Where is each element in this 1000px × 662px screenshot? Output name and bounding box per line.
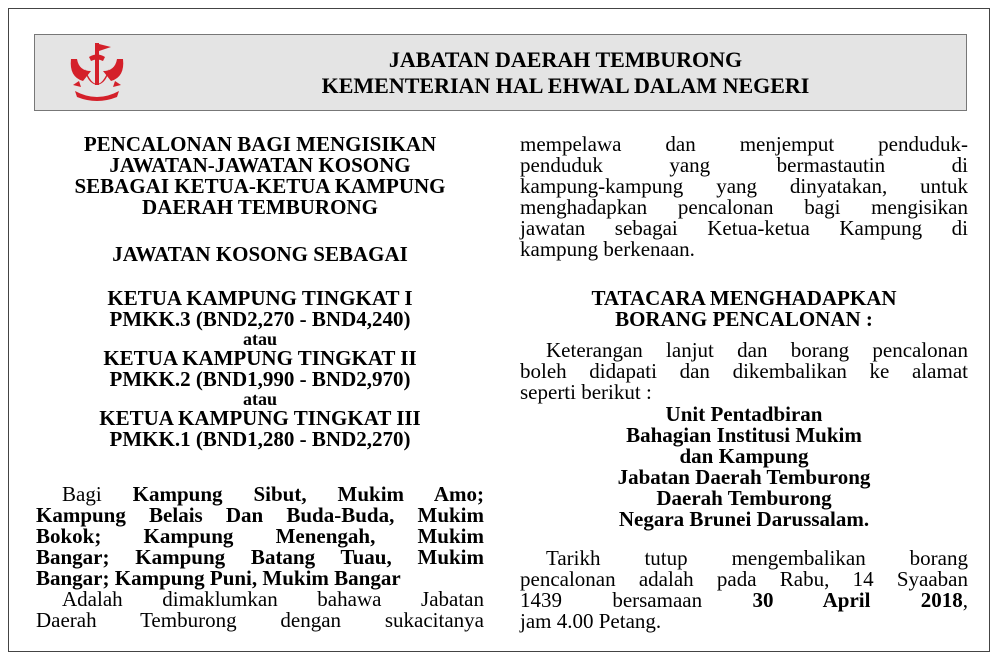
address-line: Jabatan Daerah Temburong [617, 465, 871, 489]
or-separator: atau [242, 389, 277, 409]
procedure-heading-line: BORANG PENCALONAN : [615, 307, 873, 331]
address-line: Bahagian Institusi Mukim [626, 423, 862, 447]
grade-list [36, 288, 484, 450]
address-line: Unit Pentadbiran [665, 402, 823, 426]
intro-line: menghadapkan pencalonan bagi mengisikan [520, 195, 968, 219]
heading-line: SEBAGAI KETUA-KETUA KAMPUNG [74, 174, 446, 198]
header-banner [34, 34, 967, 111]
closing-line: jam 4.00 Petang. [520, 609, 662, 633]
closing-line: Tarikh tutup mengembalikan borang [546, 546, 968, 570]
grade1-scale: PMKK.3 (BND2,270 - BND4,240) [109, 307, 411, 331]
village-line: Kampung Belais Dan Buda-Buda, Mukim [36, 503, 484, 527]
village-paragraph [36, 484, 484, 631]
grade3-scale: PMKK.1 (BND1,280 - BND2,270) [109, 427, 411, 451]
heading-line: DAERAH TEMBURONG [142, 195, 378, 219]
grade3-title: KETUA KAMPUNG TINGKAT III [99, 406, 421, 430]
ministry-title: KEMENTERIAN HAL EHWAL DALAM NEGERI [321, 73, 810, 98]
grade2-title: KETUA KAMPUNG TINGKAT II [103, 346, 417, 370]
info-paragraph [520, 340, 968, 403]
intro-line: mempelawa dan menjemput penduduk- [520, 132, 968, 156]
closing-paragraph [520, 548, 968, 632]
address-line: Daerah Temburong [656, 486, 832, 510]
heading-line: PENCALONAN BAGI MENGISIKAN [83, 132, 437, 156]
closing-line: 1439 bersamaan 30 April 2018, [520, 588, 968, 612]
procedure-heading-line: TATACARA MENGHADAPKAN [591, 286, 897, 310]
intro-line: kampung berkenaan. [520, 237, 695, 261]
intro-line: kampung-kampung yang dinyatakan, untuk [520, 174, 968, 198]
closing-line: pencalonan adalah pada Rabu, 14 Syaaban [520, 567, 968, 591]
address-block [520, 404, 968, 530]
info-line: Keterangan lanjut dan borang pencalonan [546, 338, 968, 362]
main-heading [36, 134, 484, 218]
or-separator: atau [242, 329, 277, 349]
info-line: seperti berikut : [520, 380, 652, 404]
intro-line: penduduk yang bermastautin di [520, 153, 968, 177]
info-line: boleh didapati dan dikembalikan ke alamat [520, 359, 968, 383]
address-line: dan Kampung [679, 444, 809, 468]
vacancy-heading: JAWATAN KOSONG SEBAGAI [112, 242, 408, 266]
grade1-title: KETUA KAMPUNG TINGKAT I [107, 286, 413, 310]
intro-line: Daerah Temburong dengan sukacitanya [36, 608, 484, 632]
heading-line: JAWATAN-JAWATAN KOSONG [109, 153, 411, 177]
intro-line: jawatan sebagai Ketua-ketua Kampung di [520, 216, 968, 240]
village-line: Bagi Kampung Sibut, Mukim Amo; [62, 482, 485, 506]
village-line: Bangar; Kampung Batang Tuau, Mukim [36, 545, 484, 569]
brunei-crest-icon [65, 41, 129, 103]
village-line: Bokok; Kampung Menengah, Mukim [36, 524, 484, 548]
procedure-heading [520, 288, 968, 330]
closing-date: 30 April 2018 [752, 588, 963, 612]
intro-line: Adalah dimaklumkan bahawa Jabatan [62, 587, 484, 611]
intro-continuation [520, 134, 968, 260]
village-line: Bangar; Kampung Puni, Mukim Bangar [36, 566, 401, 590]
department-title: JABATAN DAERAH TEMBURONG [388, 47, 743, 72]
grade2-scale: PMKK.2 (BND1,990 - BND2,970) [109, 367, 411, 391]
address-line: Negara Brunei Darussalam. [618, 507, 870, 531]
